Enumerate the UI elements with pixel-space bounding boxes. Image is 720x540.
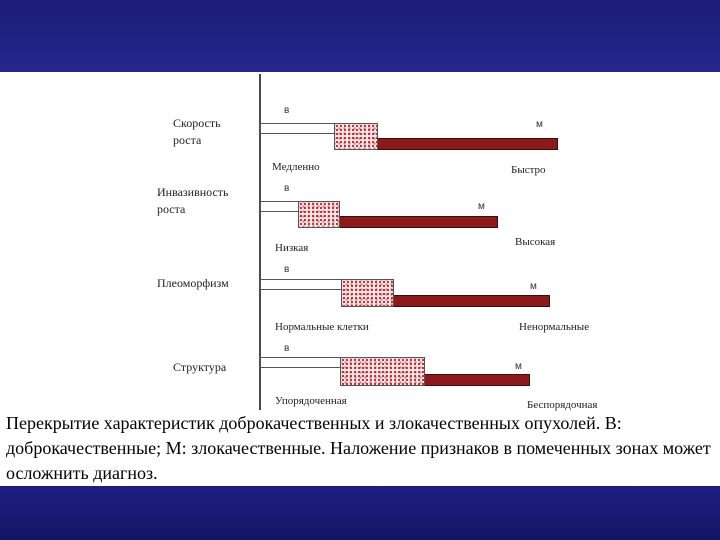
top-band: [0, 0, 720, 72]
scale-low-label: Низкая: [275, 242, 309, 254]
row-label-pleomorphism: Плеоморфизм: [157, 276, 229, 290]
scale-high-label: Беспорядочная: [527, 399, 598, 411]
benign-tag: в: [284, 183, 290, 194]
benign-tag: в: [284, 105, 290, 116]
malignant-tag: м: [536, 119, 543, 130]
scale-low-label: Нормальные клетки: [275, 321, 369, 333]
row-label-growth-rate: Скорость роста: [173, 116, 221, 147]
bottom-band: [0, 486, 720, 540]
scale-high-label: Высокая: [515, 236, 556, 248]
malignant-tag: м: [478, 201, 485, 212]
benign-tag: в: [284, 264, 290, 275]
benign-tag: в: [284, 343, 290, 354]
overlap-zone: [341, 279, 394, 307]
scale-high-label: Ненормальные: [519, 321, 590, 333]
scale-low-label: Упорядоченная: [275, 395, 347, 407]
overlap-zone: [340, 357, 425, 386]
slide-caption: Перекрытие характеристик доброкачественных и злокачественных опухолей. В: доброкачественные; М: злокачественные. Наложение признаков в помеченных зонах может осложнить диагноз.: [6, 413, 711, 483]
overlap-diagram: [0, 72, 720, 412]
malignant-tag: м: [515, 361, 522, 372]
scale-high-label: Быстро: [511, 164, 546, 176]
overlap-zone: [334, 123, 378, 150]
overlap-zone: [298, 201, 340, 228]
malignant-tag: м: [530, 281, 537, 292]
row-label-invasiveness: Инвазивность роста: [157, 185, 229, 216]
scale-low-label: Медленно: [272, 161, 320, 173]
row-label-structure: Структура: [173, 360, 227, 374]
